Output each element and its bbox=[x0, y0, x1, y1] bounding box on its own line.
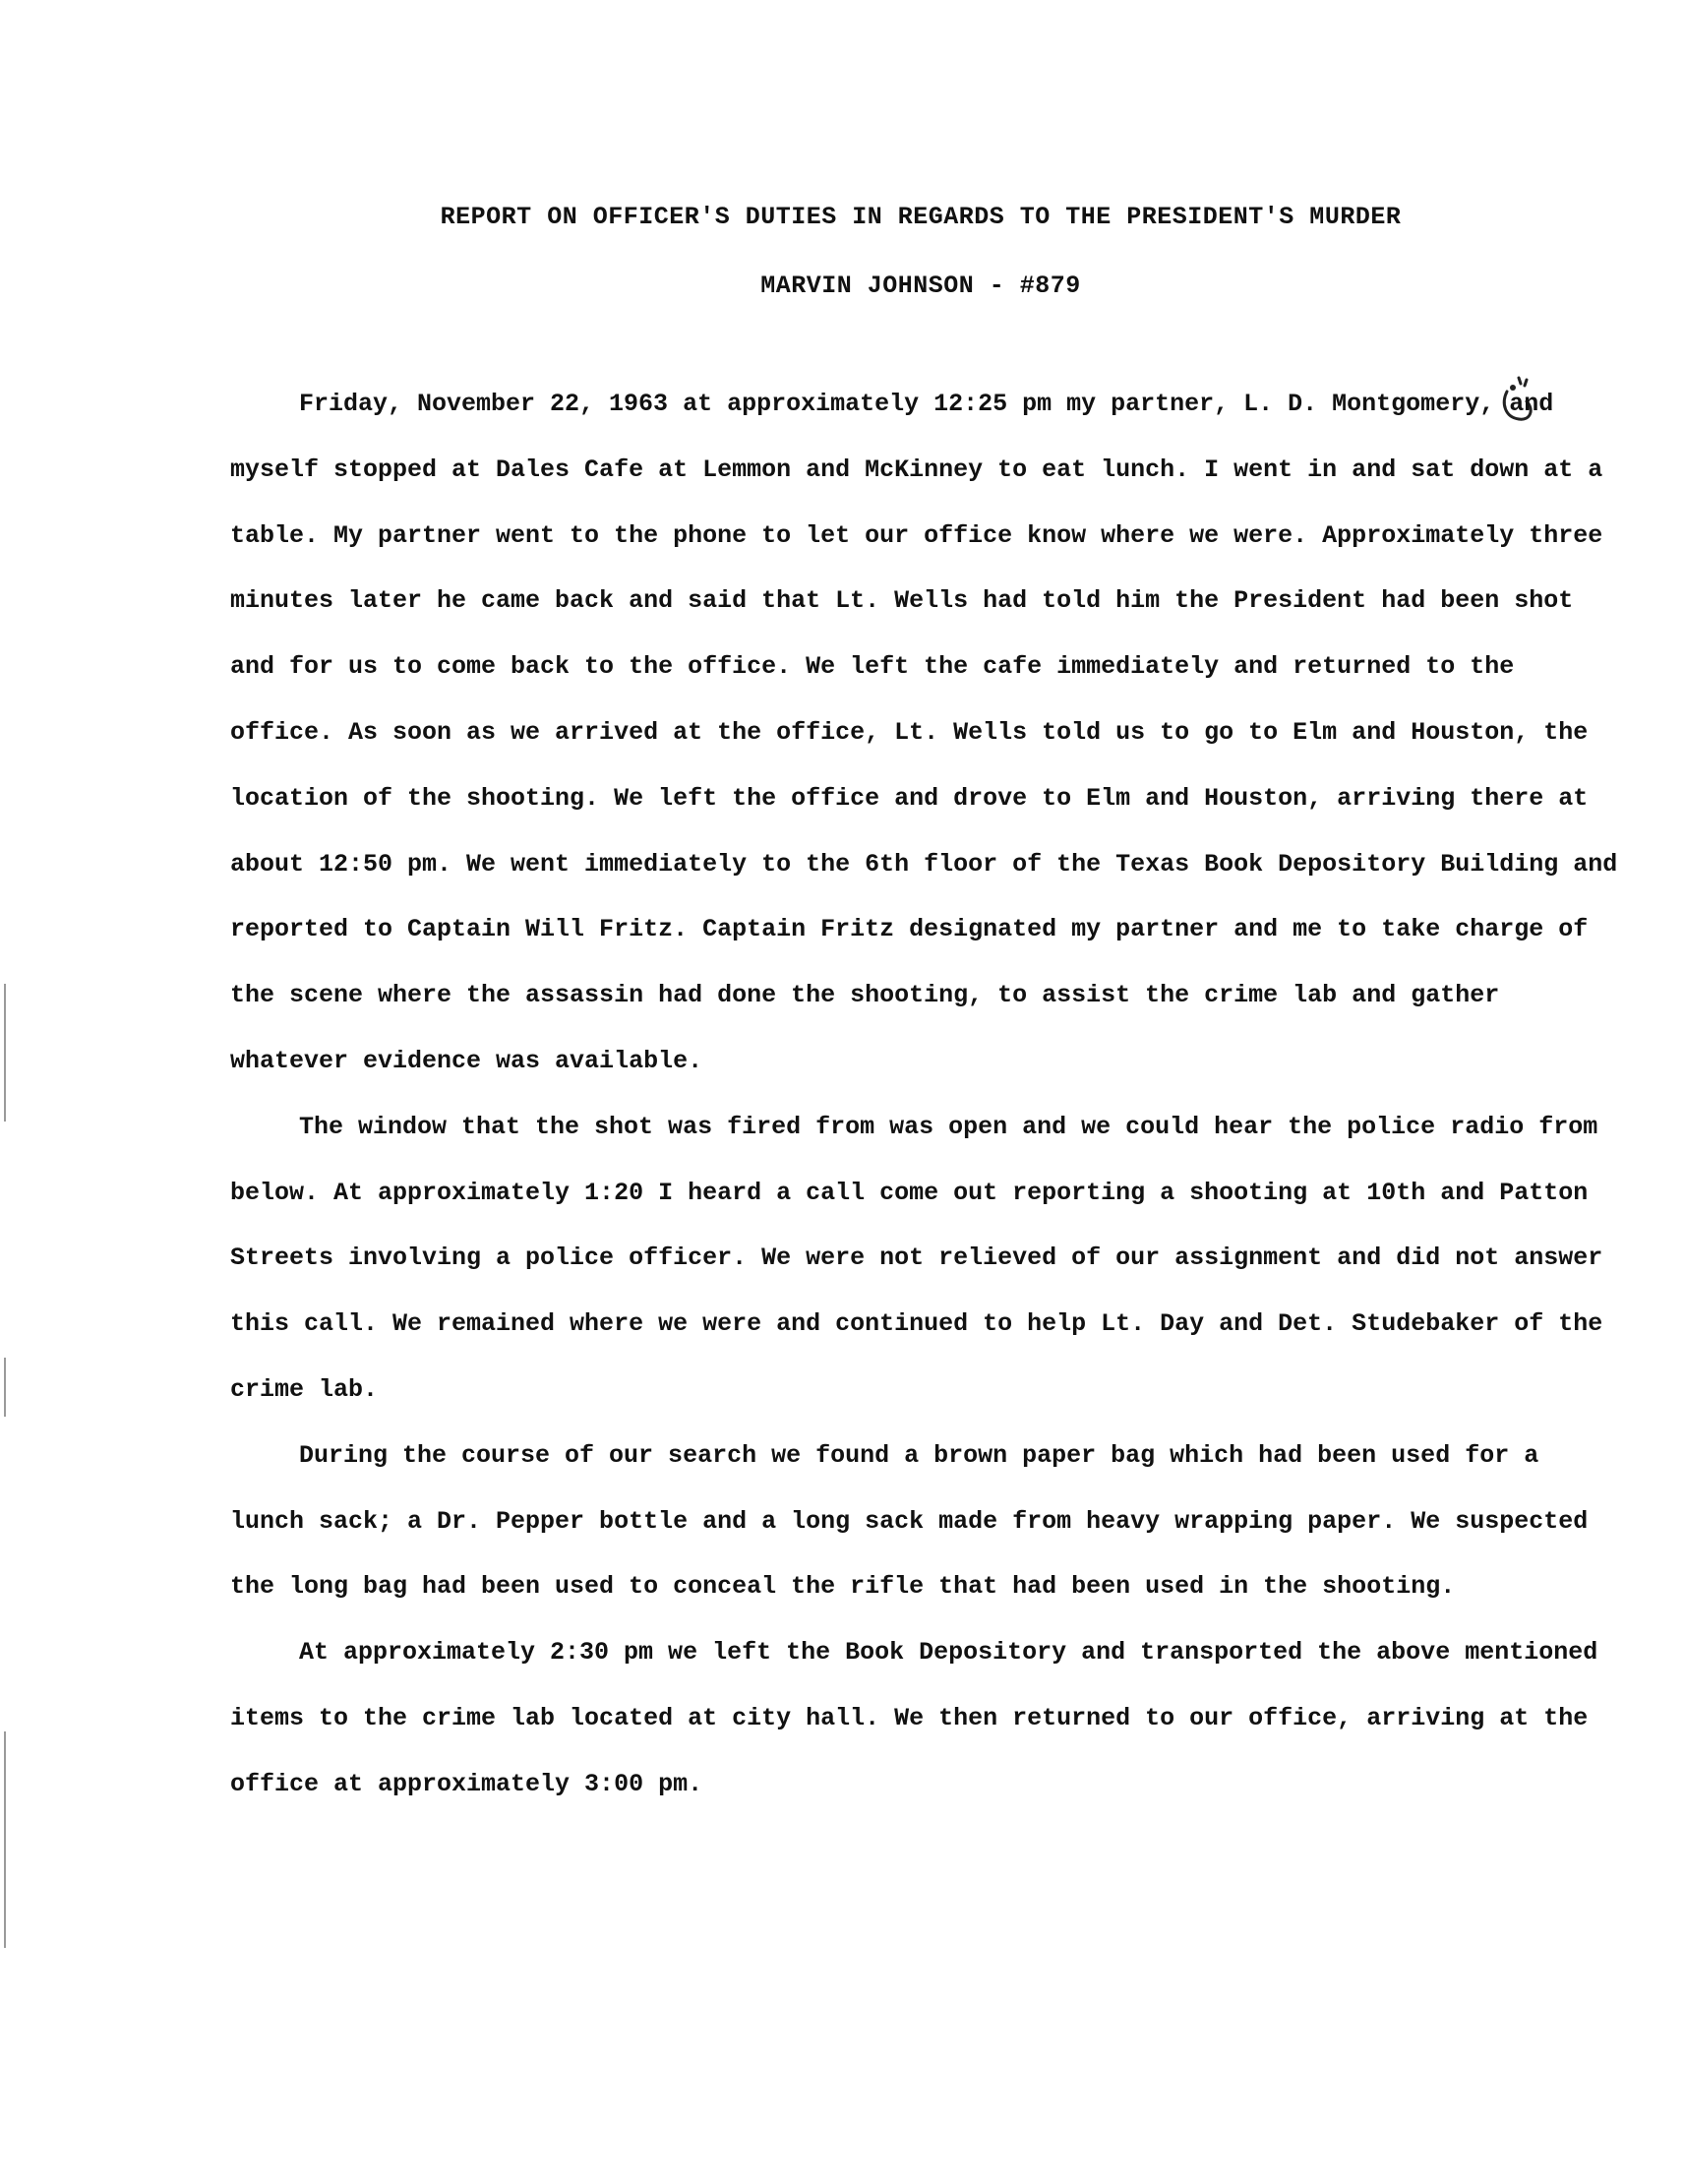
scan-edge-mark bbox=[4, 1731, 6, 1948]
paragraph: During the course of our search we found a brown paper bag which had been used for a lunch sack; a Dr. Pepper bottle and a long sack made from heavy wrapping paper. We suspected the long bag had been used to conceal the rifle that had been used in the shooting. bbox=[230, 1440, 1603, 1602]
paragraph: The window that the shot was fired from was open and we could hear the police radio from below. At approximately 1:20 I heard a call come out reporting a shooting at 10th and Patton Streets involving a police officer. We were not relieved of our assignment and did not answer this call. We remained where we were and continued to help Lt. Day and Det. Studebaker of the crime lab. bbox=[230, 1112, 1618, 1404]
scan-edge-mark bbox=[4, 1358, 6, 1417]
report-body bbox=[230, 372, 1633, 1818]
paragraph: Friday, November 22, 1963 at approximately 12:25 pm my partner, L. D. Montgomery, and myself stopped at Dales Cafe at Lemmon and McKinney to eat lunch. I went in and sat down at a table. My partner went to the phone to let our office know where we were. Approximately three minutes later he came back and said that Lt. Wells had told him the President had been shot and for us to come back to the office. We left the cafe immediately and returned to the office. As soon as we arrived at the office, Lt. Wells told us to go to Elm and Houston, the location of the shooting. We left the office and drove to Elm and Houston, arriving there at about 12:50 pm. We went immediately to the 6th floor of the Texas Book Depository Building and reported to Captain Will Fritz. Captain Fritz designated my partner and me to take charge of the scene where the assassin had done the shooting, to assist the crime lab and gather whatever evidence was available. bbox=[230, 390, 1633, 1075]
paragraph: At approximately 2:30 pm we left the Book Depository and transported the above mentioned items to the crime lab located at city hall. We then returned to our office, arriving at the office at approximately 3:00 pm. bbox=[230, 1638, 1613, 1798]
scan-edge-mark bbox=[4, 984, 6, 1122]
officer-name-badge: MARVIN JOHNSON - #879 bbox=[760, 272, 1081, 300]
report-title: REPORT ON OFFICER'S DUTIES IN REGARDS TO THE PRESIDENT'S MURDER bbox=[440, 203, 1402, 231]
